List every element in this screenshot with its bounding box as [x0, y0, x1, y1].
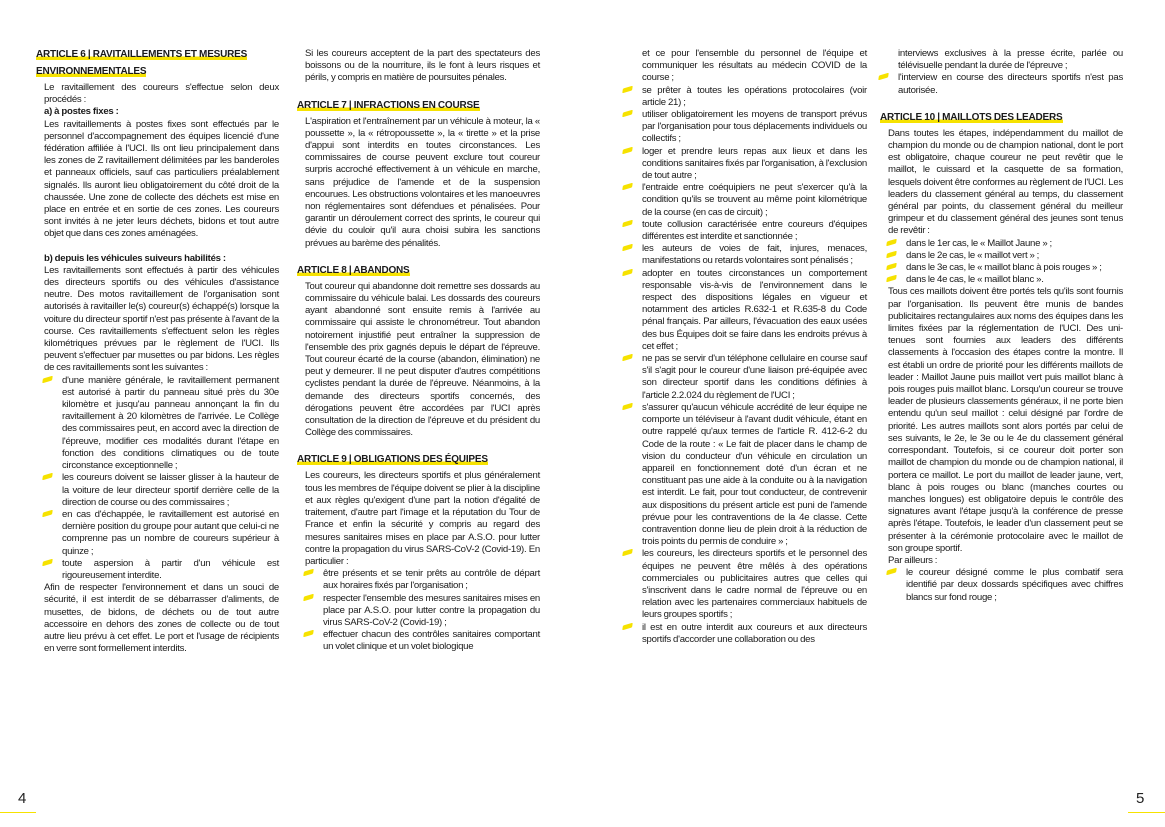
list-item: adopter en toutes circonstances un comportement responsable vis-à-vis de l'environnement dans le respect des dispositions légales en vigueur et notamment des articles R.632-1 et R.635-8 du Code pénal français. Par ailleurs, l'évacuation des eaux usées des bus Équipes doit se faire dans les endroits prévus à cet effet ;	[642, 267, 867, 352]
article-6-heading-line2: ENVIRONNEMENTALES	[36, 66, 147, 77]
article-6-heading: ARTICLE 6 | RAVITAILLEMENTS ET MESURES	[36, 49, 248, 60]
article-9-bullet-list-continued	[624, 85, 867, 646]
list-item: dans le 2e cas, le « maillot vert » ;	[906, 250, 1123, 262]
article-10-par-ailleurs: Par ailleurs :	[888, 554, 938, 566]
list-item: respecter l'ensemble des mesures sanitaires mises en place par A.S.O. pour lutter contre la propagation du virus SARS-CoV-2 (Covid-19) ;	[323, 592, 540, 628]
column-4-bullet-list	[880, 72, 1123, 96]
article-10-heading: ARTICLE 10 | MAILLOTS DES LEADERS	[880, 111, 1063, 123]
page-number-left: 4	[18, 790, 27, 807]
article-9-bullet-list	[305, 568, 540, 653]
article-8-text: Tout coureur qui abandonne doit remettre ses dossards au commissaire du véhicule balai. Les dossards des coureurs ayant abandonné sont ensuite remis à l'arrivée au commissaire qui assiste le chronométreur. Tout abandon notoirement injustifié peut entraîner la suppression de l'ensemble des prix gagnés depuis le départ de l'épreuve. Tout coureur écarté de la course (abandon, élimination) ne peut y demeurer. Il ne peut disputer d'autres compétitions cyclistes pendant la durée de l'épreuve. Néanmoins, à la demande des directeurs sportifs concernés, des dérogations peuvent être accordées par l'UCI après consultation de la direction de l'épreuve et du président du Collège des commissaires.	[305, 280, 540, 439]
article-6-closing: Afin de respecter l'environnement et dans un souci de sécurité, il est interdit de se débarrasser d'aliments, de musettes, de bidons, de déchets ou de tout autre accessoire en dehors des zones de collecte ou de tout autre lieu prévu à cet effet. Le port et l'usage de récipients en verre sont formellement interdits.	[44, 582, 279, 655]
continued-paragraph: et ce pour l'ensemble du personnel de l'équipe et communiquer les résultats au médecin COVID de la course ;	[642, 48, 867, 84]
page-number-right: 5	[1136, 790, 1145, 807]
article-10-bullet-list	[888, 238, 1123, 287]
list-item: le coureur désigné comme le plus combatif sera identifié par deux dossards spécifiques avec chiffres blancs sur fond rouge ;	[906, 567, 1123, 603]
list-item: ne pas se servir d'un téléphone cellulaire en course sauf s'il s'agit pour le coureur d'une liaison pré-équipée avec son directeur sportif dans les conditions définies à l'article 2.2.024 du règlement de l'UCI ;	[642, 353, 867, 401]
article-10-body	[888, 128, 1123, 604]
column-2	[297, 48, 540, 654]
article-6-bullet-list	[44, 375, 279, 582]
list-item: les coureurs doivent se laisser glisser à la hauteur de la voiture de leur directeur sportif derrière celle de la direction de course ou des commissaires ;	[62, 472, 279, 508]
list-item: l'interview en course des directeurs sportifs n'est pas autorisée.	[898, 72, 1123, 96]
article-10-intro: Dans toutes les étapes, indépendamment du maillot de champion du monde ou de champion national, dont le port est obligatoire, chaque coureur ne peut revêtir que le maillot, le cuissard et la casquette de sa formation, lesquels doivent être conformes au règlement de l'UCI. Les leaders du classement général au temps, du classement général par points, du classement général du meilleur grimpeur et du classement général des jeunes sont tenus de revêtir :	[888, 127, 1123, 237]
list-item: loger et prendre leurs repas aux lieux et dans les conditions sanitaires fixés par l'organisation, à l'exclusion de tout autre ;	[642, 145, 867, 182]
article-6-intro: Le ravitaillement des coureurs s'effectue selon deux procédés :	[44, 82, 279, 106]
article-9-heading: ARTICLE 9 | OBLIGATIONS DES ÉQUIPES	[297, 454, 488, 466]
article-6-para-b: Les ravitaillements sont effectués à partir des véhicules des directeurs sportifs ou des véhicules d'assistance neutre. Des motos ravitaillement de l'organisation sont autorisés à ravitailler le(s) coureur(s) échappé(s) lorsque la voiture du directeur sportif n'est pas présente à l'avant de la course. Ces ravitaillements s'effectuent selon les règles kilométriques prévues par le règlement de l'UCI. Ils peuvent s'effectuer par musettes ou par bidons. Les règles de ces ravitaillements sont les suivantes :	[44, 264, 279, 374]
list-item: d'une manière générale, le ravitaillement permanent est autorisé à partir du panneau situé près du 30e kilomètre et jusqu'au panneau annonçant la fin du ravitaillement à 20 kilomètres de l'arrivée. Le Collège des commissaires peut, en accord avec la direction de l'épreuve, modifier ces modalités durant l'étape en fonction des conditions climatiques ou de toute circonstance exceptionnelle ;	[62, 374, 279, 472]
article-6-sub-b: b) depuis les véhicules suiveurs habilités :	[44, 252, 226, 264]
list-item: toute aspersion à partir d'un véhicule est rigoureusement interdite.	[62, 557, 279, 581]
list-item: dans le 4e cas, le « maillot blanc ».	[906, 274, 1123, 286]
article-8-body	[305, 281, 540, 440]
column-1	[36, 48, 279, 655]
article-6-body	[44, 82, 279, 655]
list-item: l'entraide entre coéquipiers ne peut s'exercer qu'à la condition qu'ils se trouvent au même point kilométrique de la course (en cas de circuit) ;	[642, 182, 867, 218]
list-item: s'assurer qu'aucun véhicule accrédité de leur équipe ne comporte un téléviseur à l'avant dudit véhicule, étant en outre rappelé qu'aux termes de l'article R. 412-6-2 du Code de la route : « Le fait de placer dans le champ de vision du conducteur d'un véhicule en circulation un appareil en fonctionnement doté d'un écran et ne constituant pas une aide à la conduite ou à la navigation est interdit. Le fait, pour tout conducteur, de contrevenir aux dispositions du présent article est puni de l'amende prévue pour les contraventions de la 4e classe. Cette contravention donne lieu de plein droit à la réduction de trois points du permis de conduire » ;	[642, 401, 867, 548]
continued-paragraph: Si les coureurs acceptent de la part des spectateurs des boissons ou de la nourriture, ils le font à leurs risques et périls, y compris en matière de poursuites pénales.	[305, 48, 540, 84]
article-7-text: L'aspiration et l'entraînement par un véhicule à moteur, la « poussette », la « rétropoussette », la « tirette » et la prise d'appui sont interdits en toutes circonstances. Les commissaires de course peuvent exclure tout coureur surpris accroché effectivement à un véhicule en marche, sans préjudice de l'amende et de la suspension encourues. Les obstructions volontaires et les manoeuvres non réglementaires sont défendues et pénalisées. Pour garantir un déroulement correct des sprints, le coureur qui dévie du couloir qu'il aura choisi subira les sanctions prévues au barème des pénalités.	[305, 115, 540, 249]
article-8-heading: ARTICLE 8 | ABANDONS	[297, 264, 410, 276]
article-9-body	[305, 470, 540, 653]
list-item: être présents et se tenir prêts au contrôle de départ aux horaires fixés par l'organisation ;	[323, 568, 540, 592]
column-3	[624, 48, 867, 646]
article-6-para-a: Les ravitaillements à postes fixes sont effectués par le personnel d'accompagnement des équipes licencié d'une fédération affiliée à l'UCI. Ils ont lieu principalement dans les zones de Z ravitaillement délimitées par les banderoles et panneaux officiels, sauf cas particuliers préalablement signalés. Ils auront lieu obligatoirement du côté droit de la chaussée. Une zone de collecte des déchets est mise en place en entrée et en sortie de ces zones. Les coureurs sont invités à ne jeter leurs déchets, bidons et tout autre objet que dans ces zones aménagées.	[44, 118, 279, 240]
column-2-continuation	[305, 48, 540, 85]
list-item: dans le 1er cas, le « Maillot Jaune » ;	[906, 238, 1123, 250]
article-10-bullet-list-2	[888, 567, 1123, 604]
footer-rule-right	[1128, 812, 1165, 813]
list-item: effectuer chacun des contrôles sanitaires comportant un volet clinique et un volet biologique	[323, 629, 540, 653]
list-item: utiliser obligatoirement les moyens de transport prévus par l'organisation pour tous déplacements individuels ou collectifs ;	[642, 109, 867, 145]
list-item: les auteurs de voies de fait, injures, menaces, manifestations ou retards volontaires sont pénalisés ;	[642, 243, 867, 267]
continued-paragraph: interviews exclusives à la presse écrite, parlée ou télévisuelle pendant la durée de l'épreuve ;	[898, 48, 1123, 72]
list-item: dans le 3e cas, le « maillot blanc à pois rouges » ;	[906, 262, 1123, 274]
list-item: toute collusion caractérisée entre coureurs d'équipes différentes est interdite et sanctionnée ;	[642, 218, 867, 243]
list-item: en cas d'échappée, le ravitaillement est autorisé en dernière position du groupe pour autant que celui-ci ne comprenne pas un nombre de coureurs supérieur à quinze ;	[62, 508, 279, 557]
article-7-heading: ARTICLE 7 | INFRACTIONS EN COURSE	[297, 99, 480, 111]
footer-rule-left	[0, 812, 36, 813]
article-9-text: Les coureurs, les directeurs sportifs et plus généralement tous les membres de l'équipe doivent se plier à la discipline et aux règles qu'exigent d'une part la notion d'égalité de traitement, d'autre part l'image et la réputation du Tour de France et enfin la sécurité y compris au regard des mesures sanitaires mises en place par A.S.O. pour lutter contre la propagation du virus SARS-CoV-2 (Covid-19). En particulier :	[305, 470, 540, 567]
list-item: il est en outre interdit aux coureurs et aux directeurs sportifs d'accorder une collaboration ou des	[642, 621, 867, 645]
list-item: les coureurs, les directeurs sportifs et le personnel des équipes ne peuvent être mêlés à des opérations commerciales ou publicitaires autres que celles qui s'inscrivent dans le cadre normal de l'épreuve ou en relation avec les partenaires commerciaux habituels de leurs groupes sportifs ;	[642, 548, 867, 621]
column-4	[880, 48, 1123, 604]
article-6-sub-a: a) à postes fixes :	[44, 106, 119, 118]
article-7-body	[305, 116, 540, 250]
article-10-text: Tous ces maillots doivent être portés tels qu'ils sont fournis par l'organisation. Ils peuvent être munis de bandes publicitaires rectangulaires aux noms des équipes dans les limites fixées par la réglementation de l'UCI. Des uni-tenues sont fournies aux leaders des différents classements à l'occasion des étapes contre la montre. Il est établi un ordre de priorité pour les différents maillots de leader : Maillot Jaune puis maillot vert puis maillot blanc à pois rouges puis maillot blanc. Lorsqu'un coureur se trouve leader de plusieurs classements généraux, il ne porte bien entendu qu'un seul maillot : celui désigné par l'ordre de priorité. Les autres maillots sont alors portés par celui de ses suivants, le 2e, le 3e ou le 4e du classement général correspondant. Toutefois, si ce coureur doit porter son maillot de champion du monde ou de champion national, il portera ce maillot. Le port du maillot de leader jaune, vert, blanc à pois rouges ou blanc (manches courtes ou manches longues) est obligatoire depuis le contrôle des signatures avant l'étape jusqu'à la conférence de presse après l'étape. Toutefois, le leader d'un classement peut se présenter à la cérémonie protocolaire avec le maillot de son groupe sportif.	[888, 286, 1123, 554]
list-item: se prêter à toutes les opérations protocolaires (voir article 21) ;	[642, 84, 867, 108]
